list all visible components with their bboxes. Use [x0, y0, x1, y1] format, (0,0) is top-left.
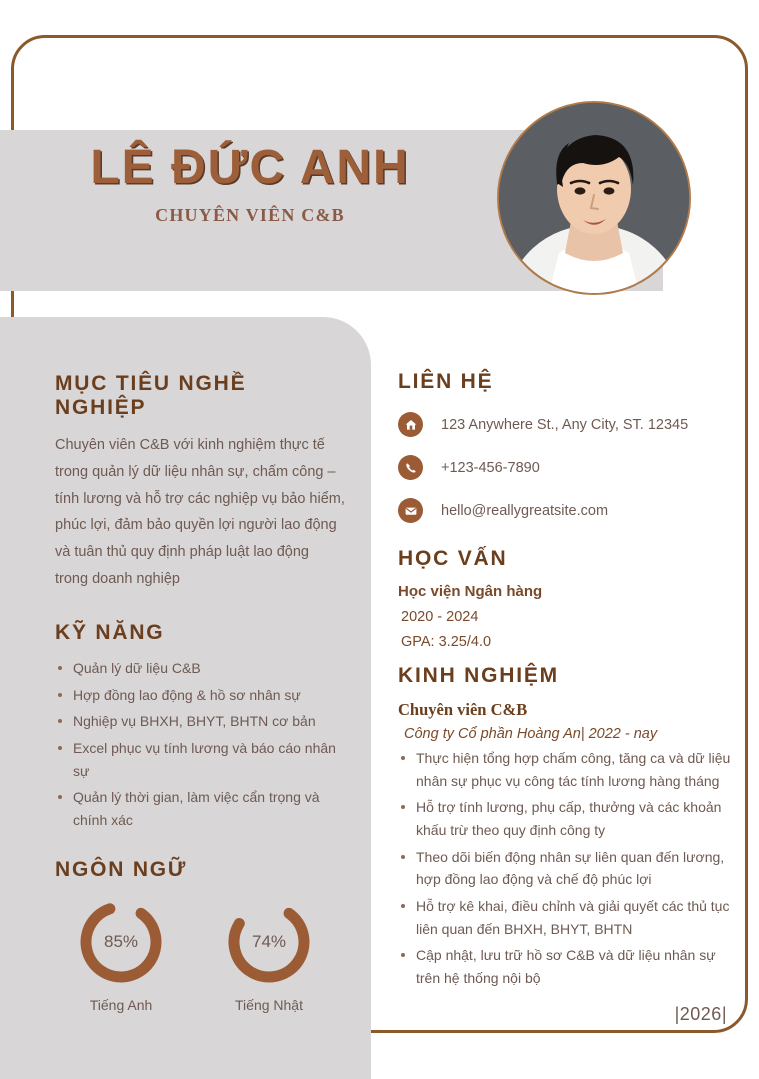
- donut-chart-english: [75, 896, 167, 988]
- list-item: Hỗ trợ tính lương, phụ cấp, thưởng và các khoản khấu trừ theo quy định công ty: [398, 796, 738, 841]
- education-school: Học viện Ngân hàng: [398, 583, 543, 600]
- list-item: Theo dõi biến động nhân sự liên quan đến lương, hợp đồng lao động và chế độ phúc lợi: [398, 846, 738, 891]
- phone-icon: [398, 455, 423, 480]
- portrait-photo: [499, 103, 689, 293]
- list-item: Quản lý thời gian, làm việc cẩn trọng và chính xác: [55, 786, 345, 831]
- donut-value-japanese: 74%: [251, 931, 287, 951]
- contact-row-email: [398, 498, 738, 523]
- languages-heading: NGÔN NGỮ: [55, 857, 188, 881]
- donut-label-english: Tiếng Anh: [89, 996, 153, 1013]
- contact-phone-text: +123-456-7890: [441, 459, 540, 476]
- donut-chart-japanese: [223, 896, 315, 988]
- objective-heading: MỤC TIÊU NGHỀ NGHIỆP: [55, 372, 247, 419]
- envelope-icon: [398, 498, 423, 523]
- education-heading: HỌC VẤN: [398, 547, 508, 570]
- right-column: [398, 370, 738, 994]
- name-block: [0, 140, 500, 226]
- contact-row-address: [398, 412, 738, 437]
- list-item: Excel phục vụ tính lương và báo cáo nhân sự: [55, 737, 345, 782]
- list-item: Hỗ trợ kê khai, điều chỉnh và giải quyết các thủ tục liên quan đến BHXH, BHYT, BHTN: [398, 895, 738, 940]
- language-item-english: [69, 896, 173, 1013]
- experience-section: [398, 664, 738, 990]
- page-title: LÊ ĐỨC ANH: [90, 141, 410, 194]
- language-donut-row: [55, 896, 345, 1013]
- experience-bullets: [398, 747, 738, 990]
- contact-row-phone: [398, 455, 738, 480]
- skills-list: [55, 657, 345, 832]
- experience-heading: KINH NGHIỆM: [398, 664, 559, 687]
- languages-section: [55, 858, 345, 1013]
- home-icon: [398, 412, 423, 437]
- experience-role: Chuyên viên C&B: [398, 700, 528, 719]
- donut-label-japanese: Tiếng Nhật: [235, 996, 303, 1013]
- skills-section: [55, 621, 345, 832]
- experience-company: Công ty Cổ phần Hoàng An| 2022 - nay: [404, 726, 658, 742]
- donut-value-english: 85%: [103, 931, 139, 951]
- list-item: Quản lý dữ liệu C&B: [55, 657, 345, 680]
- left-column: [0, 317, 371, 1079]
- job-subtitle: CHUYÊN VIÊN C&B: [155, 205, 345, 226]
- list-item: Thực hiện tổng hợp chấm công, tăng ca và dữ liệu nhân sự phục vụ công tác tính lương hàng tháng: [398, 747, 738, 792]
- list-item: Cập nhật, lưu trữ hồ sơ C&B và dữ liệu nhân sự trên hệ thống nội bộ: [398, 944, 738, 989]
- contact-address-text: 123 Anywhere St., Any City, ST. 12345: [441, 416, 689, 433]
- list-item: Hợp đồng lao động & hồ sơ nhân sự: [55, 684, 345, 707]
- language-item-japanese: [217, 896, 321, 1013]
- education-years: 2020 - 2024: [401, 609, 479, 625]
- contact-email-text: hello@reallygreatsite.com: [441, 502, 609, 519]
- year-stamp: |2026|: [674, 1004, 727, 1024]
- contact-heading: LIÊN HỆ: [398, 370, 494, 393]
- education-section: [398, 547, 738, 650]
- objective-text: Chuyên viên C&B với kinh nghiệm thực tế trong quản lý dữ liệu nhân sự, chấm công – tính lương và hỗ trợ các nghiệp vụ bảo hiểm, phúc lợi, đảm bảo quyền lợi người lao động và tuân thủ quy định pháp luật lao động trong doanh nghiệp: [55, 437, 345, 588]
- avatar: [497, 101, 691, 295]
- skills-heading: KỸ NĂNG: [55, 620, 165, 644]
- education-gpa: GPA: 3.25/4.0: [401, 634, 492, 650]
- contact-list: [398, 412, 738, 523]
- list-item: Nghiệp vụ BHXH, BHYT, BHTN cơ bản: [55, 710, 345, 733]
